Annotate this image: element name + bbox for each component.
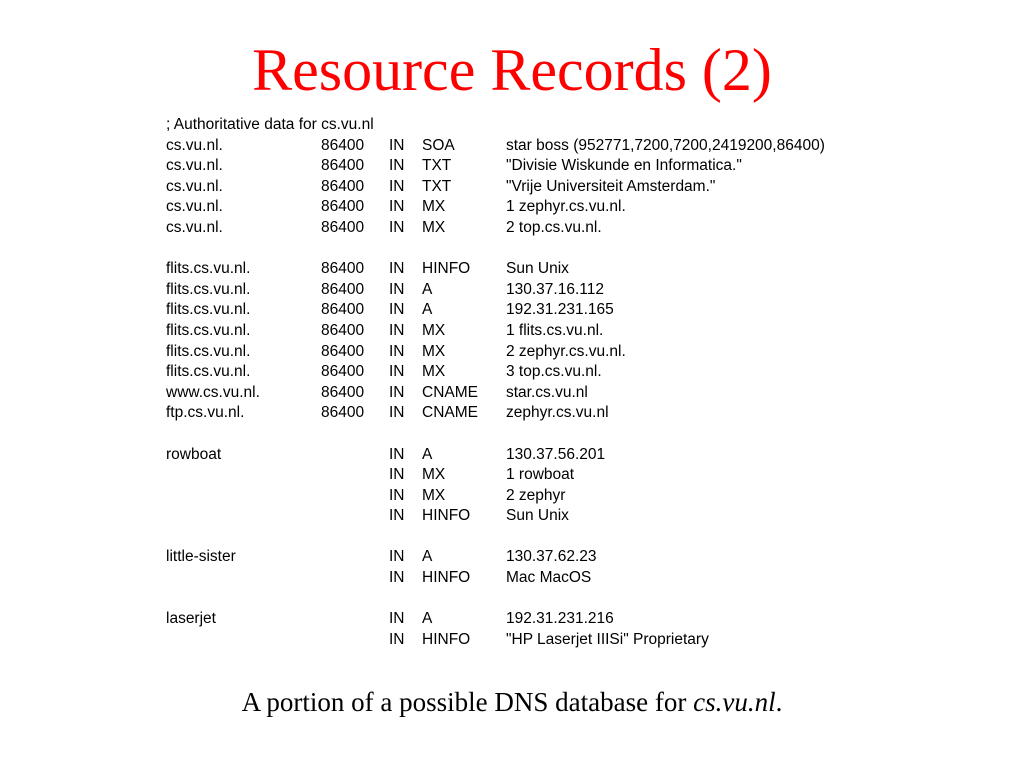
record-ttl: 86400 — [321, 383, 365, 401]
record-name — [166, 568, 321, 589]
record-name: ftp.cs.vu.nl. — [166, 404, 245, 422]
record-type: A — [422, 280, 433, 298]
record-ttl: 86400 — [321, 342, 365, 360]
record-value: zephyr.cs.vu.nl — [506, 404, 609, 422]
record-ttl — [321, 630, 389, 651]
record-class: IN — [389, 466, 405, 484]
table-row — [166, 342, 825, 363]
record-value: "Divisie Wiskunde en Informatica." — [506, 157, 742, 175]
record-name: flits.cs.vu.nl. — [166, 342, 251, 360]
record-ttl: 86400 — [321, 280, 365, 298]
resource-record-table — [166, 136, 825, 651]
record-group-separator — [166, 424, 825, 445]
record-name: www.cs.vu.nl. — [166, 383, 260, 401]
table-row — [166, 300, 825, 321]
table-row — [166, 177, 825, 198]
record-type: HINFO — [422, 630, 471, 648]
record-class: IN — [389, 507, 405, 525]
table-row — [166, 609, 825, 630]
table-row — [166, 280, 825, 301]
record-value: 1 zephyr.cs.vu.nl. — [506, 198, 626, 216]
record-name: cs.vu.nl. — [166, 136, 223, 154]
record-type: A — [422, 445, 433, 463]
record-type: HINFO — [422, 507, 471, 525]
blank-line — [166, 239, 825, 260]
record-class: IN — [389, 321, 405, 339]
record-group-separator — [166, 527, 825, 548]
record-group-separator — [166, 589, 825, 610]
record-value: 2 zephyr — [506, 486, 566, 504]
table-row — [166, 445, 825, 466]
record-ttl: 86400 — [321, 157, 365, 175]
table-row — [166, 506, 825, 527]
table-row — [166, 156, 825, 177]
figure-caption — [0, 684, 1024, 720]
record-type: MX — [422, 321, 446, 339]
record-type: MX — [422, 486, 446, 504]
record-name: flits.cs.vu.nl. — [166, 363, 251, 381]
record-name: flits.cs.vu.nl. — [166, 260, 251, 278]
record-ttl: 86400 — [321, 363, 365, 381]
record-value: 130.37.16.112 — [506, 280, 604, 298]
record-value: 1 flits.cs.vu.nl. — [506, 321, 604, 339]
table-row — [166, 362, 825, 383]
record-class: IN — [389, 198, 405, 216]
record-type: MX — [422, 466, 446, 484]
record-value: 130.37.62.23 — [506, 548, 597, 566]
record-name: flits.cs.vu.nl. — [166, 321, 251, 339]
record-class: IN — [389, 218, 405, 236]
record-ttl — [321, 445, 389, 466]
record-value: Mac MacOS — [506, 569, 592, 587]
record-class: IN — [389, 610, 405, 628]
record-ttl: 86400 — [321, 260, 365, 278]
caption-suffix: . — [775, 687, 783, 717]
record-name: laserjet — [166, 610, 216, 628]
record-name: rowboat — [166, 445, 222, 463]
record-value: 1 rowboat — [506, 466, 575, 484]
record-ttl: 86400 — [321, 321, 365, 339]
record-name — [166, 465, 321, 486]
record-ttl: 86400 — [321, 177, 365, 195]
dns-database-figure — [166, 115, 825, 650]
record-name: cs.vu.nl. — [166, 177, 223, 195]
record-name — [166, 506, 321, 527]
record-ttl — [321, 568, 389, 589]
record-type: MX — [422, 218, 446, 236]
record-name: cs.vu.nl. — [166, 218, 223, 236]
table-row — [166, 630, 825, 651]
record-type: TXT — [422, 177, 452, 195]
table-row — [166, 136, 825, 157]
record-class: IN — [389, 383, 405, 401]
record-type: MX — [422, 363, 446, 381]
record-class: IN — [389, 363, 405, 381]
record-value: 130.37.56.201 — [506, 445, 606, 463]
record-ttl — [321, 506, 389, 527]
table-row — [166, 465, 825, 486]
table-row — [166, 218, 825, 239]
record-ttl: 86400 — [321, 198, 365, 216]
record-value: star.cs.vu.nl — [506, 383, 588, 401]
record-class: IN — [389, 630, 405, 648]
record-name — [166, 630, 321, 651]
record-type: TXT — [422, 157, 452, 175]
record-class: IN — [389, 445, 405, 463]
record-class: IN — [389, 280, 405, 298]
record-type: CNAME — [422, 404, 478, 422]
record-value: 3 top.cs.vu.nl. — [506, 363, 602, 381]
record-ttl: 86400 — [321, 301, 365, 319]
table-row — [166, 259, 825, 280]
table-row — [166, 321, 825, 342]
table-row — [166, 486, 825, 507]
record-type: MX — [422, 342, 446, 360]
record-type: A — [422, 610, 433, 628]
record-name: cs.vu.nl. — [166, 198, 223, 216]
blank-line — [166, 527, 825, 548]
record-value: 192.31.231.165 — [506, 301, 614, 319]
record-value: "HP Laserjet IIISi" Proprietary — [506, 630, 709, 648]
record-class: IN — [389, 404, 405, 422]
record-value: star boss (952771,7200,7200,2419200,86400) — [506, 136, 825, 154]
record-ttl — [321, 486, 389, 507]
record-value: Sun Unix — [506, 507, 569, 525]
record-class: IN — [389, 548, 405, 566]
record-class: IN — [389, 301, 405, 319]
table-row — [166, 197, 825, 218]
record-class: IN — [389, 157, 405, 175]
table-row — [166, 547, 825, 568]
record-type: MX — [422, 198, 446, 216]
record-name: flits.cs.vu.nl. — [166, 301, 251, 319]
slide-title: Resource Records (2) — [252, 37, 772, 103]
record-class: IN — [389, 342, 405, 360]
record-ttl — [321, 465, 389, 486]
record-ttl — [321, 609, 389, 630]
zone-comment: ; Authoritative data for cs.vu.nl — [166, 116, 374, 133]
table-row — [166, 403, 825, 424]
record-value: Sun Unix — [506, 260, 569, 278]
table-row — [166, 383, 825, 404]
record-ttl — [321, 547, 389, 568]
record-class: IN — [389, 260, 405, 278]
record-class: IN — [389, 486, 405, 504]
record-ttl: 86400 — [321, 136, 365, 154]
record-name: cs.vu.nl. — [166, 157, 223, 175]
record-value: 192.31.231.216 — [506, 610, 614, 628]
record-class: IN — [389, 136, 405, 154]
record-name: flits.cs.vu.nl. — [166, 280, 251, 298]
record-group-separator — [166, 239, 825, 260]
record-type: A — [422, 301, 433, 319]
table-row — [166, 568, 825, 589]
record-type: HINFO — [422, 260, 471, 278]
record-type: CNAME — [422, 383, 478, 401]
record-type: A — [422, 548, 433, 566]
record-value: "Vrije Universiteit Amsterdam." — [506, 177, 716, 195]
record-name — [166, 486, 321, 507]
resource-record-rows — [166, 136, 825, 651]
record-ttl: 86400 — [321, 218, 365, 236]
record-type: HINFO — [422, 569, 471, 587]
blank-line — [166, 589, 825, 610]
record-name: little-sister — [166, 548, 236, 566]
blank-line — [166, 424, 825, 445]
record-value: 2 zephyr.cs.vu.nl. — [506, 342, 626, 360]
record-value: 2 top.cs.vu.nl. — [506, 218, 602, 236]
record-class: IN — [389, 569, 405, 587]
caption-prefix: A portion of a possible DNS database for — [241, 687, 694, 717]
record-type: SOA — [422, 136, 455, 154]
caption-domain: cs.vu.nl — [693, 687, 776, 717]
record-ttl: 86400 — [321, 404, 365, 422]
record-class: IN — [389, 177, 405, 195]
